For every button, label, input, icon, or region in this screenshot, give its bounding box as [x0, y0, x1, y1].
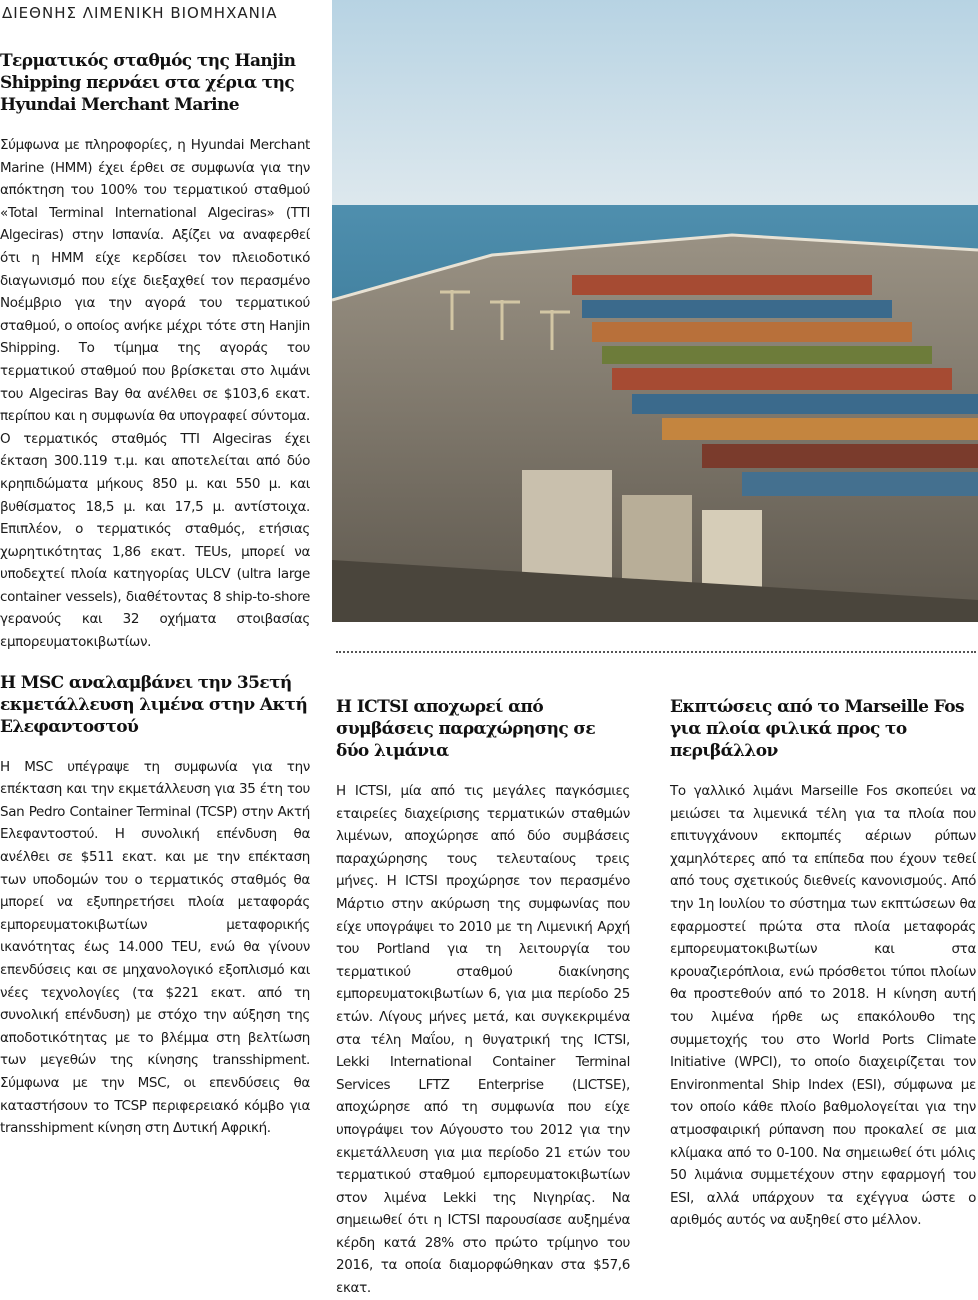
- article-body-marseille: Το γαλλικό λιμάνι Marseille Fos σκοπεύει να μειώσει τα λιμενικά τέλη για τα πλοία που επιτυγχάνουν εκπομπές αέριων ρύπων χαμηλότερες από τα επίπεδα που έχουν τεθεί από τους σχετικούς διεθνείς κανονισμούς. Από την 1η Ιουλίου το σύστημα των εκπτώσεων θα εφαρμοστεί πρώτα στα πλοία μεταφοράς εμπορευματοκιβωτίων και στα κρουαζιερόπλοια, ενώ πρόσθετοι τύποι πλοίων θα προστεθούν από το 2018. Η κίνηση αυτή του λιμένα ήρθε ως επακόλουθο της συμμετοχής του στο World Ports Climate Initiative (WPCI), το οποίο διαχειρίζεται τον Environmental Ship Index (ESI), σύμφωνα με τον οποίο κάθε πλοίο βαθμολογείται για την ατμοσφαιρική ρύπανση που προκαλεί σε μια κλίμακα από το 0-100. Να σημειωθεί ότι μόλις 50 λιμάνια συμμετέχουν στην εφαρμογή του ESI, αλλά υπάρχουν τα εχέγγυα ώστε ο αριθμός αυτός να αυξηθεί στο μέλλον.: [670, 783, 976, 1229]
- port-photo-illustration: [332, 0, 978, 622]
- port-aerial-photo: [332, 0, 978, 622]
- middle-column: [336, 696, 630, 1300]
- article-title-marseille: Εκπτώσεις από το Marseille Fos για πλοία φιλικά προς το περιβάλλον: [670, 697, 964, 761]
- sky: [332, 0, 978, 215]
- article-title-hanjin: Τερματικός σταθμός της Hanjin Shipping περνάει στα χέρια της Hyundai Merchant Marine: [0, 51, 296, 115]
- article-title-ictsi: Η ICTSI αποχωρεί από συμβάσεις παραχώρησης σε δύο λιμάνια: [336, 697, 596, 761]
- article-title-msc: Η MSC αναλαμβάνει την 35ετή εκμετάλλευση λιμένα στην Ακτή Ελεφαντοστού: [0, 672, 308, 737]
- article-body-ictsi: Η ICTSI, μία από τις μεγάλες παγκόσμιες εταιρείες διαχείρισης τερματικών σταθμών λιμένων, αποχώρησε από δύο συμβάσεις παραχώρησης τους τελευταίους τρεις μήνες. Η ICTSI προχώρησε τον περασμένο Μάρτιο στην ακύρωση της συμφωνίας που είχε υπογράψει το 2010 με τη Λιμενική Αρχή του Portland για τη λειτουργία του τερματικού σταθμού διακίνησης εμπορευματοκιβωτίων 6, για μια περίοδο 25 ετών. Λίγους μήνες μετά, και συγκεκριμένα στα τέλη Μαΐου, η θυγατρική της ICTSI, Lekki International Container Terminal Services LFTZ Enterprise (LICTSE), αποχώρησε από τη συμφωνία που είχε υπογράψει τον Αύγουστο του 2012 για την εκμετάλλευση για μια περίοδο 21 ετών του τερματικού σταθμού εμπορευματοκιβωτίων στον λιμένα Lekki της Νιγηρίας. Να σημειωθεί ότι η ICTSI παρουσίασε αυξημένα κέρδη κατά 28% στο πρώτο τρίμηνο του 2016, τα οποία διαμορφώθηκαν στα $57,6 εκατ.: [336, 783, 630, 1297]
- section-divider: [336, 651, 976, 653]
- section-label: ΔΙΕΘΝΗΣ ΛΙΜΕΝΙΚΗ ΒΙΟΜΗΧΑΝΙΑ: [2, 4, 278, 22]
- right-column: [670, 696, 976, 1232]
- article-body-msc: Η MSC υπέγραψε τη συμφωνία για την επέκταση και την εκμετάλλευση για 35 έτη του San Pedro Container Terminal (TCSP) στην Ακτή Ελεφαντοστού. Η συνολική επένδυση θα ανέλθει σε $511 εκατ. και με την επέκταση των υποδομών του ο τερματικός σταθμός θα μπορεί να εξυπηρετήσει πλοία μεταφοράς εμπορευματοκιβωτίων μεταφορικής ικανότητας έως 14.000 TEU, ενώ θα γίνουν επενδύσεις και σε μηχανολογικό εξοπλισμό και νέες τεχνολογίες (τα $221 εκατ. από τη συνολική επένδυση) με στόχο την αύξηση της αποδοτικότητας με το βλέμμα στη βελτίωση των μεγεθών της κίνησης transshipment. Σύμφωνα με την MSC, οι επενδύσεις θα καταστήσουν το TCSP περιφερειακό κόμβο για transshipment κίνηση στη Δυτική Αφρική.: [0, 758, 310, 1137]
- left-column: [0, 50, 310, 1140]
- article-body-hanjin: Σύμφωνα με πληροφορίες, η Hyundai Merchant Marine (HMM) έχει έρθει σε συμφωνία για την απόκτηση του 100% του τερματικού σταθμού «Total Terminal International Algeciras» (TTI Algeciras) στην Ισπανία. Αξίζει να αναφερθεί ότι η HMM είχε κερδίσει τον πλειοδοτικό διαγωνισμό που είχε διεξαχθεί τον περασμένο Νοέμβριο για την αγορά του τερματικού σταθμού, ο οποίος ανήκε μέχρι τότε στη Hanjin Shipping. Το τίμημα της αγοράς του τερματικού σταθμού που βρίσκεται στο λιμάνι του Algeciras Bay θα ανέλθει σε $103,6 εκατ. περίπου και η συμφωνία θα υπογραφεί σύντομα. Ο τερματικός σταθμός TTI Algeciras έχει έκταση 300.119 τ.μ. και αποτελείται από δύο κρηπιδώματα μήκους 850 μ. και 550 μ. και βυθίσματος 18,5 μ. και 17,5 μ. αντίστοιχα. Επιπλέον, ο τερματικός σταθμός, ετήσιας χωρητικότητας 1,86 εκατ. TEUs, μπορεί να υποδεχτεί πλοία κατηγορίας ULCV (ultra large container vessels), διαθέτοντας 8 ship-to-shore γερανούς και 32 οχήματα στοιβασίας εμπορευματοκιβωτίων.: [0, 137, 310, 651]
